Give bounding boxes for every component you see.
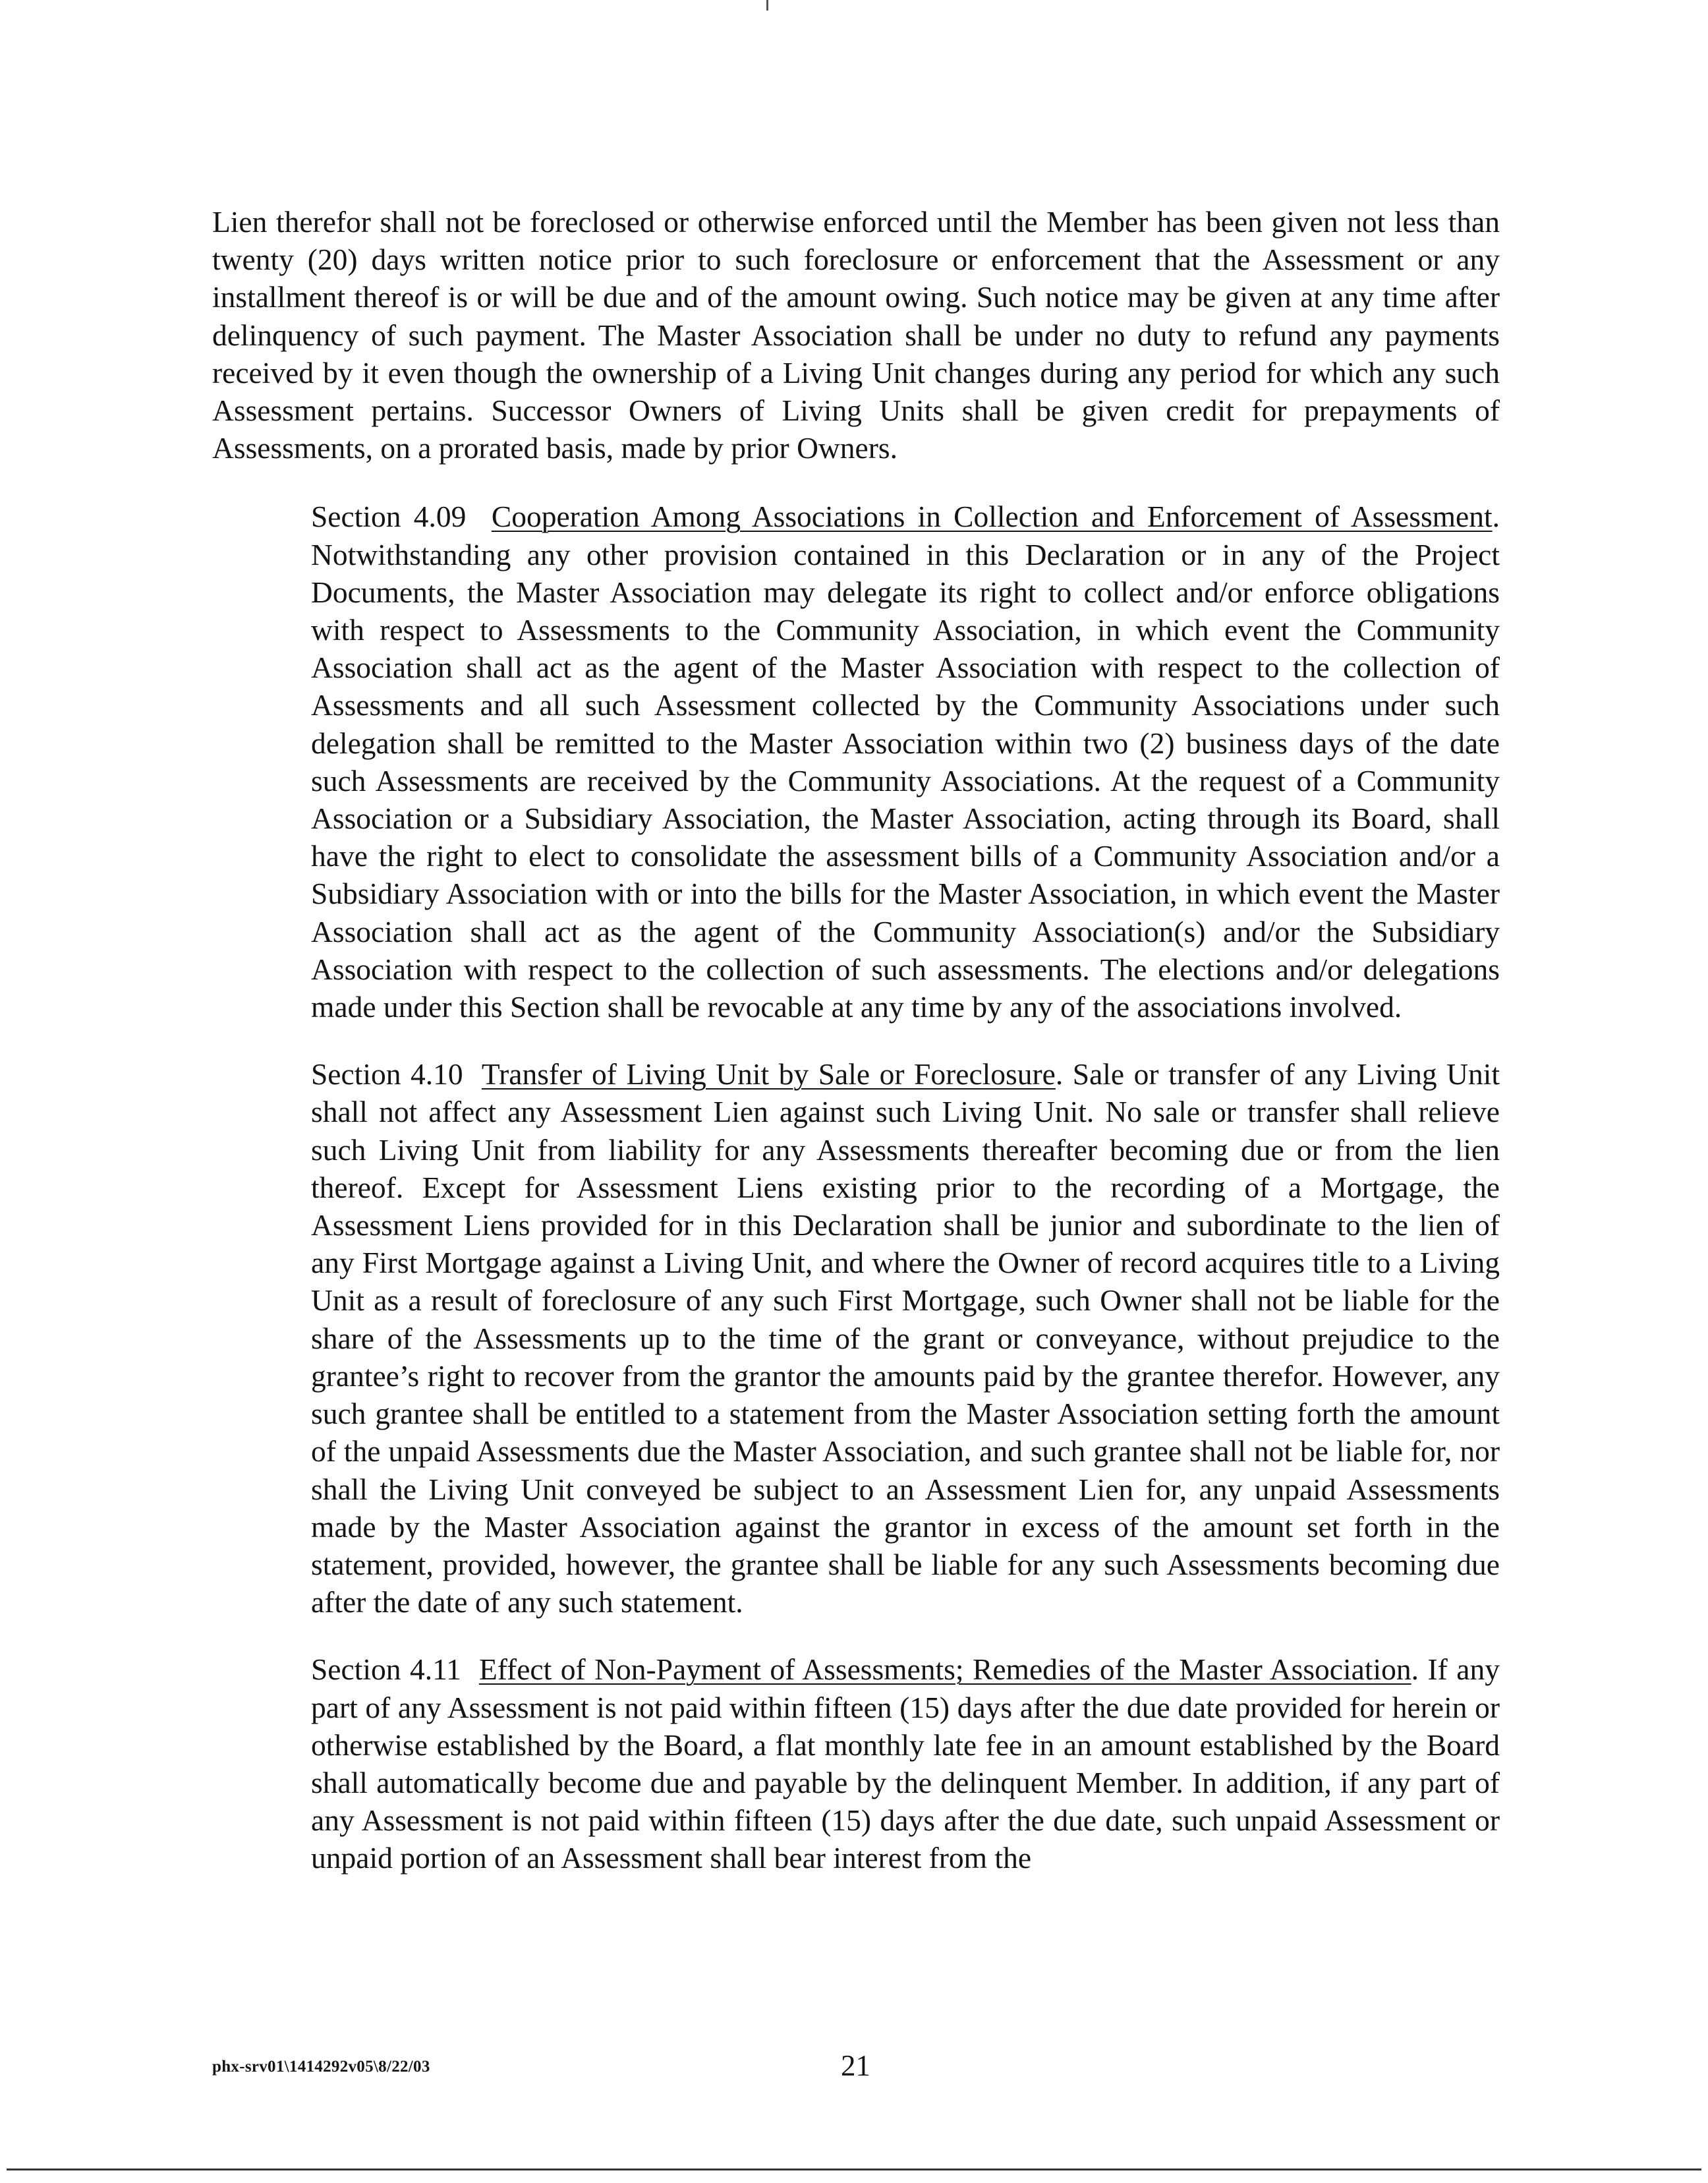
document-body bbox=[212, 203, 1500, 1907]
footer-document-id: phx-srv01\1414292v05\8/22/03 bbox=[212, 2058, 430, 2076]
section-heading: Effect of Non-Payment of Assessments; Remedies of the Master Association bbox=[478, 1652, 1411, 1687]
section-number: Section 4.09 bbox=[311, 500, 467, 534]
scan-mark bbox=[766, 0, 768, 11]
section-body: If any part of any Assessment is not paid within fifteen (15) days after the due date provided for herein or otherwise established by the Board, a flat monthly late fee in an amount established by the Board shall automatically become due and payable by the delinquent Member. In addition, if any part of any Assessment is not paid within fifteen (15) days after the due date, such unpaid Assessment or unpaid portion of an Assessment shall bear interest from the bbox=[311, 1652, 1500, 1875]
section-number: Section 4.10 bbox=[311, 1057, 463, 1092]
paragraph-lien-notice: Lien therefor shall not be foreclosed or otherwise enforced until the Member has been given not less than twenty (20) days written notice prior to such foreclosure or enforcement that the Assessment or any installment thereof is or will be due and of the amount owing. Such notice may be given at any time after delinquency of such payment. The Master Association shall be under no duty to refund any payments received by it even though the ownership of a Living Unit changes during any period for which any such Assessment pertains. Successor Owners of Living Units shall be given credit for prepayments of Assessments, on a prorated basis, made by prior Owners. bbox=[212, 205, 1500, 465]
bottom-rule bbox=[7, 2168, 1701, 2170]
section-heading: Transfer of Living Unit by Sale or Foreclosure bbox=[481, 1057, 1056, 1092]
section-4-09: Section 4.09 Cooperation Among Associations in Collection and Enforcement of Assessment. Notwithstanding any other provision contained in this Declaration or in any of the Project Documents, the Master Association may delegate its right to collect and/or enforce obligations with respect to Assessments to the Community Association, in which event the Community Association shall act as the agent of the Master Association with respect to the collection of Assessments and all such Assessment collected by the Community Associations under such delegation shall be remitted to the Master Association within two (2) business days of the date such Assessments are received by the Community Associations. At the request of a Community Association or a Subsidiary Association, the Master Association, acting through its Board, shall have the right to elect to consolidate the assessment bills of a Community Association and/or a Subsidiary Association with or into the bills for the Master Association, in which event the Master Association shall act as the agent of the Community Association(s) and/or the Subsidiary Association with respect to the collection of such assessments. The elections and/or delegations made under this Section shall be revocable at any time by any of the associations involved. bbox=[311, 500, 1500, 1024]
section-heading: Cooperation Among Associations in Collection and Enforcement of Assessment bbox=[491, 500, 1493, 534]
section-number: Section 4.11 bbox=[311, 1652, 461, 1687]
section-body: Notwithstanding any other provision contained in this Declaration or in any of the Project Documents, the Master Association may delegate its right to collect and/or enforce obligations with respect to Assessments to the Community Association, in which event the Community Association shall act as the agent of the Master Association with respect to the collection of Assessments and all such Assessment collected by the Community Associations under such delegation shall be remitted to the Master Association within two (2) business days of the date such Assessments are received by the Community Associations. At the request of a Community Association or a Subsidiary Association, the Master Association, acting through its Board, shall have the right to elect to consolidate the assessment bills of a Community Association and/or a Subsidiary Association with or into the bills for the Master Association, in which event the Master Association shall act as the agent of the Community Association(s) and/or the Subsidiary Association with respect to the collection of such assessments. The elections and/or delegations made under this Section shall be revocable at any time by any of the associations involved. bbox=[311, 537, 1500, 1024]
section-4-10: Section 4.10 Transfer of Living Unit by Sale or Foreclosure. Sale or transfer of any Living Unit shall not affect any Assessment Lien against such Living Unit. No sale or transfer shall relieve such Living Unit from liability for any Assessments thereafter becoming due or from the lien thereof. Except for Assessment Liens existing prior to the recording of a Mortgage, the Assessment Liens provided for in this Declaration shall be junior and subordinate to the lien of any First Mortgage against a Living Unit, and where the Owner of record acquires title to a Living Unit as a result of foreclosure of any such First Mortgage, such Owner shall not be liable for the share of the Assessments up to the time of the grant or conveyance, without prejudice to the grantee’s right to recover from the grantor the amounts paid by the grantee therefor. However, any such grantee shall be entitled to a statement from the Master Association setting forth the amount of the unpaid Assessments due the Master Association, and such grantee shall not be liable for, nor shall the Living Unit conveyed be subject to an Assessment Lien for, any unpaid Assessments made by the Master Association against the grantor in excess of the amount set forth in the statement, provided, however, the grantee shall be liable for any such Assessments becoming due after the date of any such statement. bbox=[311, 1057, 1500, 1619]
page-number: 21 bbox=[841, 2049, 870, 2082]
section-body: Sale or transfer of any Living Unit shall not affect any Assessment Lien against such Living Unit. No sale or transfer shall relieve such Living Unit from liability for any Assessments thereafter becoming due or from the lien thereof. Except for Assessment Liens existing prior to the recording of a Mortgage, the Assessment Liens provided for in this Declaration shall be junior and subordinate to the lien of any First Mortgage against a Living Unit, and where the Owner of record acquires title to a Living Unit as a result of foreclosure of any such First Mortgage, such Owner shall not be liable for the share of the Assessments up to the time of the grant or conveyance, without prejudice to the grantee’s right to recover from the grantor the amounts paid by the grantee therefor. However, any such grantee shall be entitled to a statement from the Master Association setting forth the amount of the unpaid Assessments due the Master Association, and such grantee shall not be liable for, nor shall the Living Unit conveyed be subject to an Assessment Lien for, any unpaid Assessments made by the Master Association against the grantor in excess of the amount set forth in the statement, provided, however, the grantee shall be liable for any such Assessments becoming due after the date of any such statement. bbox=[311, 1057, 1500, 1619]
section-4-11: Section 4.11 Effect of Non-Payment of Assessments; Remedies of the Master Association. If any part of any Assessment is not paid within fifteen (15) days after the due date provided for herein or otherwise established by the Board, a flat monthly late fee in an amount established by the Board shall automatically become due and payable by the delinquent Member. In addition, if any part of any Assessment is not paid within fifteen (15) days after the due date, such unpaid Assessment or unpaid portion of an Assessment shall bear interest from the bbox=[311, 1652, 1500, 1875]
